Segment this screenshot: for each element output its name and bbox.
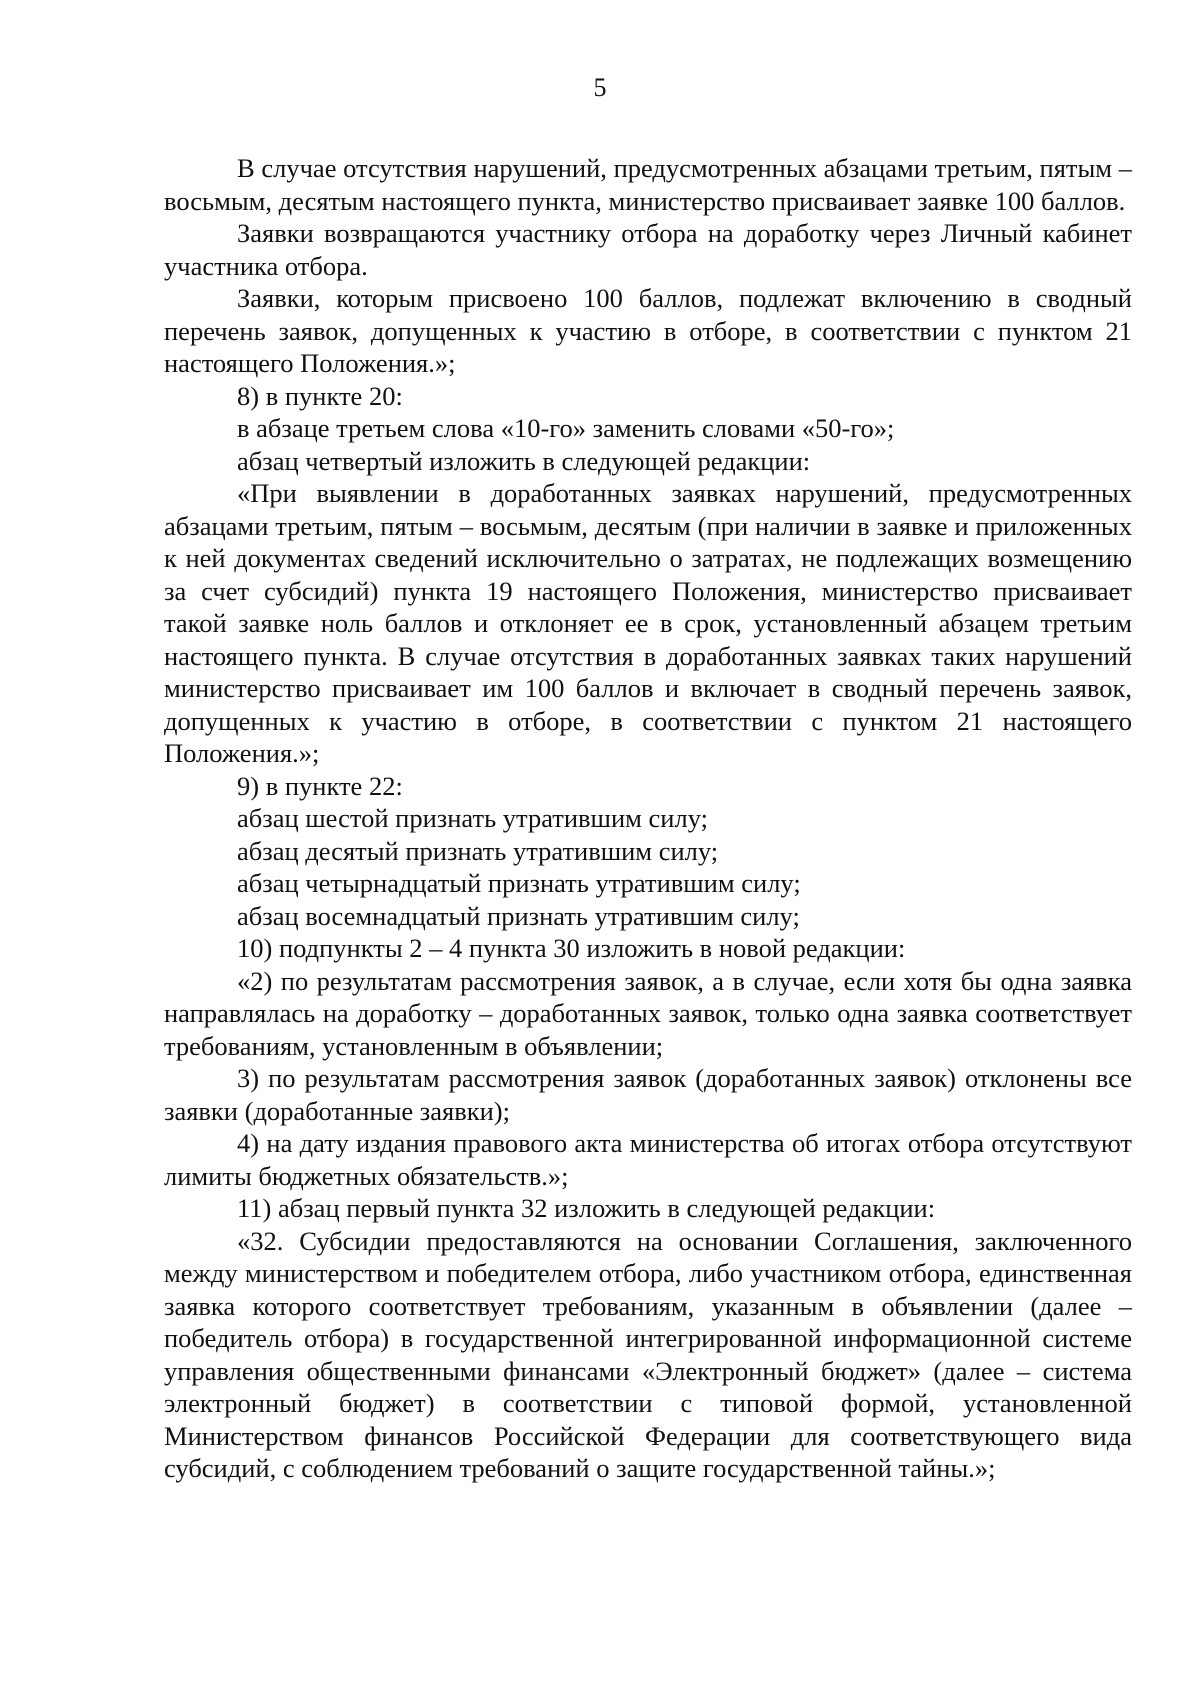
paragraph: абзац четвертый изложить в следующей редакции: [237, 445, 811, 476]
paragraph: Заявки возвращаются участнику отбора на доработку через Личный кабинет участника отбора. [164, 218, 1132, 281]
paragraph: Заявки, которым присвоено 100 баллов, подлежат включению в сводный перечень заявок, допущенных к участию в отборе, в соответствии с пунктом 21 настоящего Положения.»; [164, 283, 1132, 378]
paragraph: 8) в пункте 20: [237, 380, 403, 411]
paragraph: 9) в пункте 22: [237, 770, 403, 801]
paragraph: 10) подпункты 2 – 4 пункта 30 изложить в новой редакции: [237, 933, 906, 963]
paragraph: «32. Субсидии предоставляются на основании Соглашения, заключенного между министерством и победителем отбора, либо участником отбора, единственная заявка которого соответствует требованиям, указанным в объявлении (далее – победитель отбора) в государственной интегрированной информационной системе управления общественными финансами «Электронный бюджет» (далее – система электронный бюджет) в соответствии с типовой формой, установленной Министерством финансов Российской Федерации для соответствующего вида субсидий, с соблюдением требований о защите государственной тайны.»; [164, 1225, 1132, 1483]
page-number: 5 [593, 73, 607, 102]
paragraph: «2) по результатам рассмотрения заявок, а в случае, если хотя бы одна заявка направлялась на доработку – доработанных заявок, только одна заявка соответствует требованиям, установленным в объявлении; [164, 965, 1132, 1061]
paragraph: 4) на дату издания правового акта министерства об итогах отбора отсутствуют лимиты бюджетных обязательств.»; [164, 1128, 1132, 1191]
paragraph: абзац четырнадцатый признать утратившим силу; [237, 868, 801, 898]
paragraph: в абзаце третьем слова «10-го» заменить словами «50-го»; [237, 413, 895, 443]
document-body [164, 152, 1132, 1485]
paragraph: абзац восемнадцатый признать утратившим силу; [237, 900, 800, 931]
paragraph: 3) по результатам рассмотрения заявок (доработанных заявок) отклонены все заявки (доработанные заявки); [164, 1063, 1132, 1126]
paragraph: абзац шестой признать утратившим силу; [237, 803, 708, 833]
paragraph: абзац десятый признать утратившим силу; [237, 835, 719, 866]
paragraph: «При выявлении в доработанных заявках нарушений, предусмотренных абзацами третьим, пятым – восьмым, десятым (при наличии в заявке и приложенных к ней документах сведений исключительно о затратах, не подлежащих возмещению за счет субсидий) пункта 19 настоящего Положения, министерство присваивает такой заявке ноль баллов и отклоняет ее в срок, установленный абзацем третьим настоящего пункта. В случае отсутствия в доработанных заявках таких нарушений министерство присваивает им 100 баллов и включает в сводный перечень заявок, допущенных к участию в отборе, в соответствии с пунктом 21 настоящего Положения.»; [164, 478, 1132, 768]
paragraph: В случае отсутствия нарушений, предусмотренных абзацами третьим, пятым – восьмым, десятым настоящего пункта, министерство присваивает заявке 100 баллов. [164, 153, 1132, 216]
paragraph: 11) абзац первый пункта 32 изложить в следующей редакции: [237, 1193, 936, 1223]
